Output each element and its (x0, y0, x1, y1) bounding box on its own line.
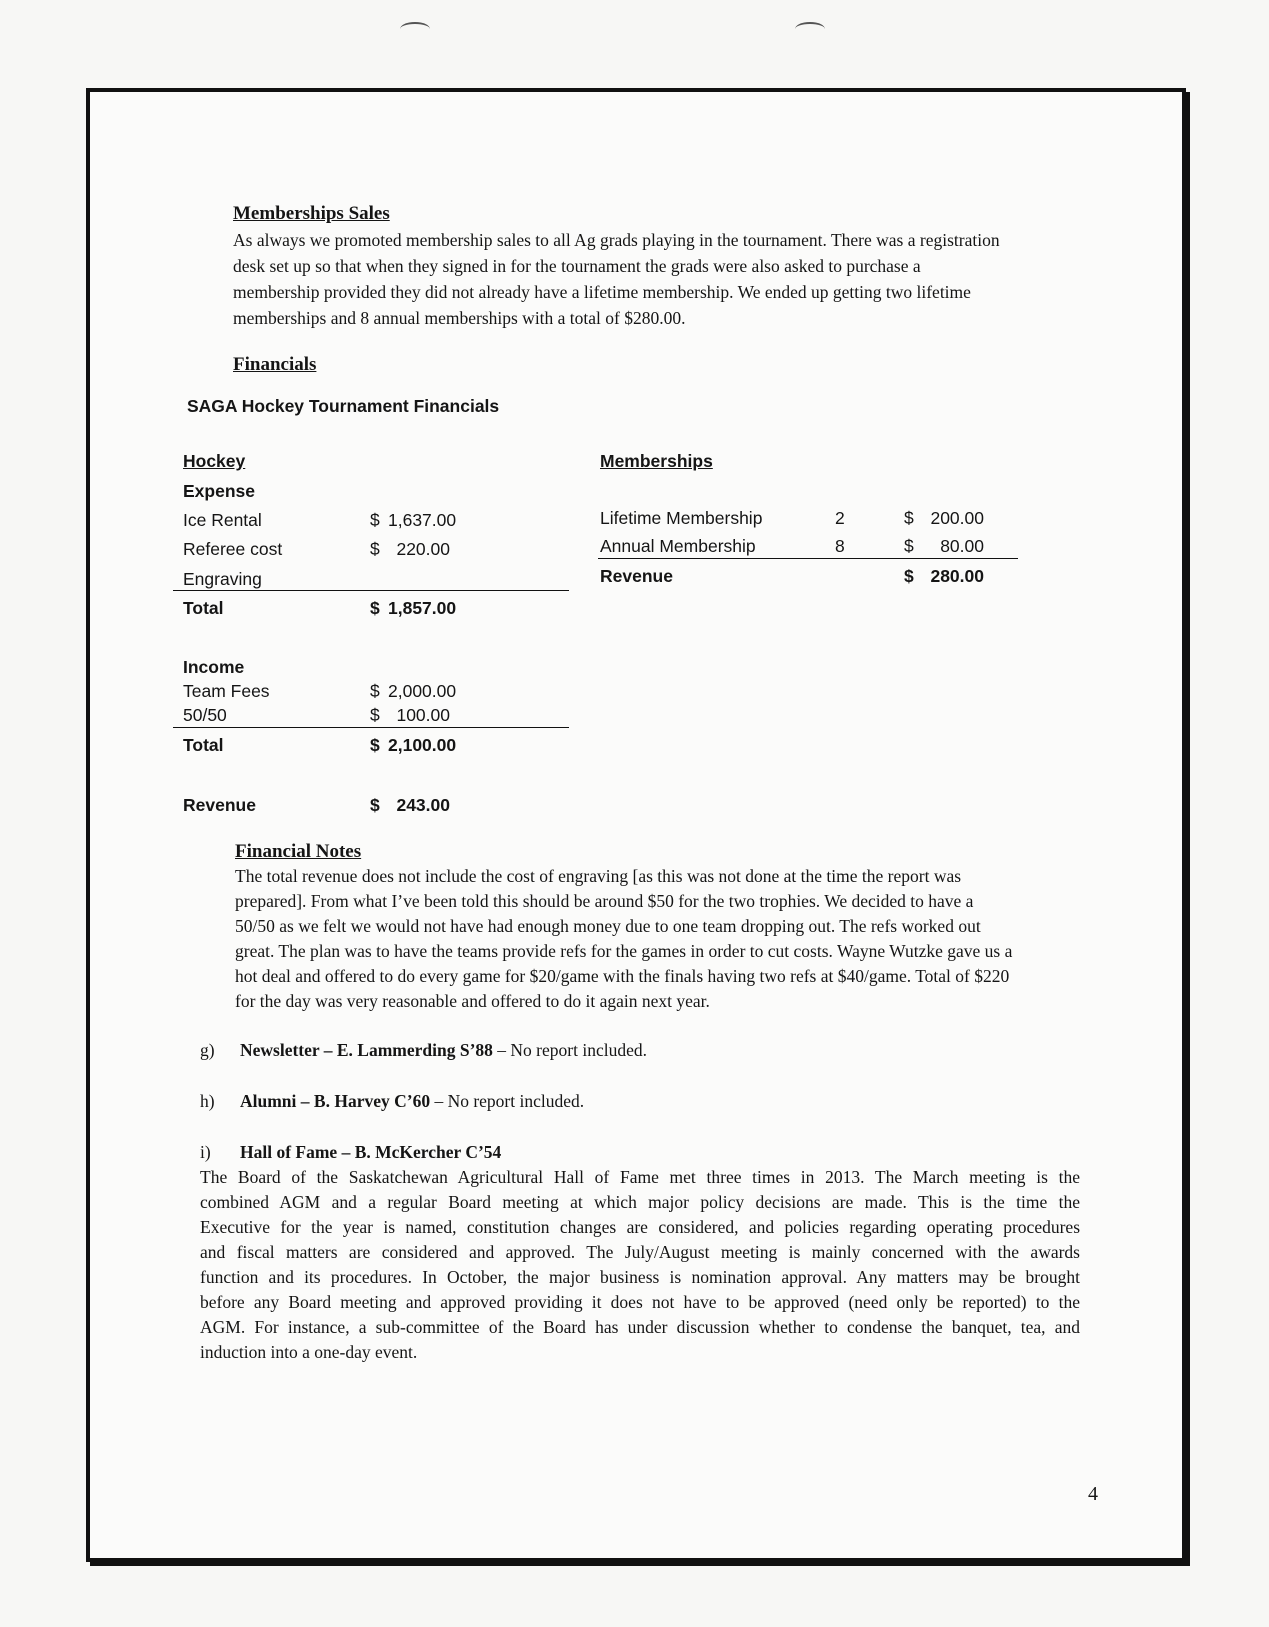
report-item-hall-of-fame: i) Hall of Fame – B. McKercher C’54 (200, 1142, 502, 1162)
expense-total-label: Total (183, 598, 224, 618)
paragraph-line: desk set up so that when they signed in for the tournament the grads were also asked to purchase a (233, 256, 921, 276)
paragraph-line: As always we promoted membership sales to all Ag grads playing in the tournament. There was a registration (233, 230, 1000, 250)
page-number: 4 (1088, 1483, 1098, 1505)
membership-sales-heading: Memberships Sales (233, 203, 390, 224)
report-item-alumni: h) Alumni – B. Harvey C’60 – No report included. (200, 1091, 585, 1111)
paragraph-line: function and its procedures. In October, the major business is nomination approval. Any matters may be brought (200, 1267, 1080, 1287)
hockey-revenue-label: Revenue (183, 795, 256, 815)
expense-row-amount: $ 1,637.00 (370, 510, 457, 530)
punch-hole-mark-left (400, 22, 430, 36)
expense-label: Expense (183, 481, 255, 501)
paragraph-line: induction into a one-day event. (200, 1342, 418, 1362)
paragraph-line: 50/50 as we felt we would not have had enough money due to one team dropping out. The refs worked out (235, 916, 981, 936)
expense-row-amount (370, 569, 388, 590)
paragraph-line: before any Board meeting and approved providing it does not have to be approved (need only be reported) to the (200, 1292, 1080, 1312)
paragraph-line: combined AGM and a regular Board meeting at which major policy decisions are made. This is the time the (200, 1192, 1080, 1212)
income-total-amount: $ 2,100.00 (370, 735, 457, 755)
paragraph-line: hot deal and offered to do every game for $20/game with the finals having two refs at $40/game. Total of $220 (235, 966, 1010, 986)
paragraph-line: AGM. For instance, a sub-committee of the Board has under discussion whether to condense the banquet, tea, and (200, 1317, 1080, 1337)
financials-heading: Financials (233, 354, 317, 375)
membership-row-amount: $ 200.00 (904, 508, 984, 528)
membership-row-count: 2 (835, 508, 845, 528)
hockey-revenue-amount: $ 243.00 (370, 795, 450, 815)
expense-row-amount: $ 220.00 (370, 539, 450, 559)
paragraph-line: Executive for the year is named, constitution changes are considered, and policies regarding operating procedures (200, 1217, 1080, 1237)
income-label: Income (183, 657, 245, 677)
income-row-label: Team Fees (183, 681, 270, 701)
expense-total-amount: $ 1,857.00 (370, 598, 457, 618)
financial-notes-heading: Financial Notes (235, 841, 362, 862)
paragraph-line: The Board of the Saskatchewan Agricultural Hall of Fame met three times in 2013. The March meeting is the (200, 1167, 1080, 1187)
report-item-newsletter: g) Newsletter – E. Lammerding S’88 – No report included. (200, 1040, 647, 1060)
membership-revenue-rule (598, 558, 1018, 559)
expense-total-rule (173, 590, 569, 591)
expense-row-label: Referee cost (183, 539, 283, 559)
hockey-heading: Hockey (183, 451, 246, 471)
expense-row-label: Ice Rental (183, 510, 262, 530)
paragraph-line: prepared]. From what I’ve been told this should be around $50 for the two trophies. We decided to have a (235, 891, 974, 911)
income-total-label: Total (183, 735, 224, 755)
income-total-rule (173, 727, 569, 728)
financials-sheet-title: SAGA Hockey Tournament Financials (187, 396, 500, 416)
membership-revenue-label: Revenue (600, 566, 673, 586)
paragraph-line: The total revenue does not include the cost of engraving [as this was not done at the time the report was (235, 866, 962, 886)
membership-row-amount: $ 80.00 (904, 536, 984, 556)
paragraph-line: membership provided they did not already have a lifetime membership. We ended up getting two lifetime (233, 282, 971, 302)
paragraph-line: for the day was very reasonable and offered to do it again next year. (235, 991, 710, 1011)
memberships-heading: Memberships (600, 451, 713, 471)
income-row-label: 50/50 (183, 705, 227, 725)
income-row-amount: $ 100.00 (370, 705, 450, 725)
paragraph-line: and fiscal matters are considered and approved. The July/August meeting is mainly concerned with the awards (200, 1242, 1080, 1262)
membership-row-label: Lifetime Membership (600, 508, 763, 528)
income-row-amount: $ 2,000.00 (370, 681, 457, 701)
paragraph-line: memberships and 8 annual memberships with a total of $280.00. (233, 308, 686, 328)
punch-hole-mark-right (795, 22, 825, 36)
membership-revenue-amount: $ 280.00 (904, 566, 984, 586)
membership-row-count: 8 (835, 536, 845, 556)
paragraph-line: great. The plan was to have the teams provide refs for the games in order to cut costs. Wayne Wutzke gave us a (235, 941, 1013, 961)
membership-row-label: Annual Membership (600, 536, 756, 556)
expense-row-label: Engraving (183, 569, 262, 589)
